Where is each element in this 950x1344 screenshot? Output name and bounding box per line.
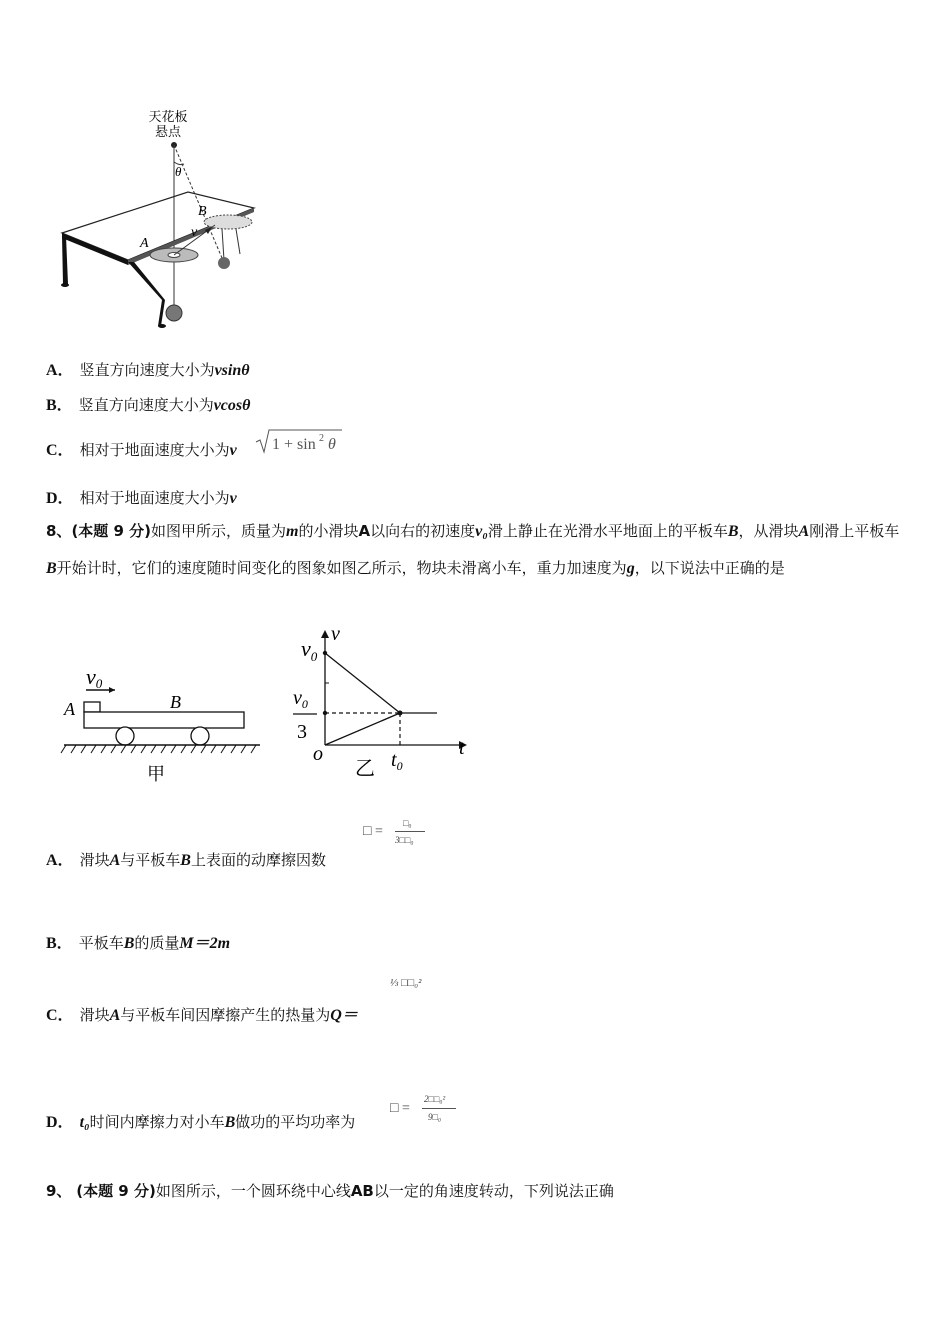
v0-third-den: 3 xyxy=(297,721,307,743)
v0-third-num: $v_0$ xyxy=(293,687,308,711)
t0-label: $t_0$ xyxy=(391,749,403,773)
q7-option-b: B． 竖直方向速度大小为vcosθ xyxy=(46,396,251,414)
sqrt-exp: 2 xyxy=(319,433,324,444)
jia-v0-label: v0 xyxy=(86,664,103,691)
q7-option-c: C． 相对于地面速度大小为v xyxy=(46,441,237,459)
cart-b xyxy=(84,712,244,728)
cart-b-label: B xyxy=(170,692,181,712)
table-pendulum-figure xyxy=(50,100,270,335)
cart-figure xyxy=(60,660,265,785)
heat-formula: ⅓ □□₀² xyxy=(390,977,422,989)
block-a xyxy=(84,702,100,712)
v-axis-label: v xyxy=(331,623,340,645)
sqrt-formula xyxy=(254,426,344,456)
cart-b-velocity-line xyxy=(325,713,400,745)
q8-option-d: D． t₀时间内摩擦力对小车B做功的平均功率为 xyxy=(46,1113,356,1131)
q8-stem: 8、(本题 9 分)如图甲所示，质量为m的小滑块A以向右的初速度v₀滑上静止在光滑水平地面上的平板车B，从滑块A刚滑上平板车B开始计时，它们的速度随时间变化的图象如图乙所示，物块未滑离小车，重力加速度为g，以下说法中正确的是 xyxy=(46,522,900,577)
t-axis-label: t xyxy=(459,737,465,759)
fig1-ceiling-label: 天花板 xyxy=(148,109,188,124)
velocity-label: v xyxy=(191,225,198,240)
q8-option-c: C． 滑块A与平板车间因摩擦产生的热量为Q＝ xyxy=(46,1006,358,1024)
yi-caption: 乙 xyxy=(355,758,375,780)
v0-tick-label: $v_0$ xyxy=(301,636,318,664)
block-a-label: A xyxy=(64,699,75,719)
origin-label: o xyxy=(313,743,323,765)
block-a-velocity-line xyxy=(325,653,400,713)
fig1-pivot-label: 悬点 xyxy=(154,124,182,139)
q9-stem: 9、 (本题 9 分)如图所示，一个圆环绕中心线AB以一定的角速度转动，下列说法正确 xyxy=(46,1182,614,1200)
point-a-label: A xyxy=(140,236,149,251)
q7-option-a: A． 竖直方向速度大小为vsinθ xyxy=(46,361,250,379)
jia-caption: 甲 xyxy=(147,764,165,784)
sqrt-body: 1 + sin xyxy=(272,436,316,453)
q8-option-a: A． 滑块A与平板车B上表面的动摩擦因数 xyxy=(46,851,326,869)
point-b-label: B xyxy=(198,204,207,219)
sqrt-var: θ xyxy=(328,436,336,453)
q7-option-d: D． 相对于地面速度大小为v xyxy=(46,489,237,507)
theta-symbol: θ xyxy=(175,164,182,179)
vt-graph xyxy=(285,620,475,785)
q8-option-b: B． 平板车B的质量M＝2m xyxy=(46,934,231,952)
